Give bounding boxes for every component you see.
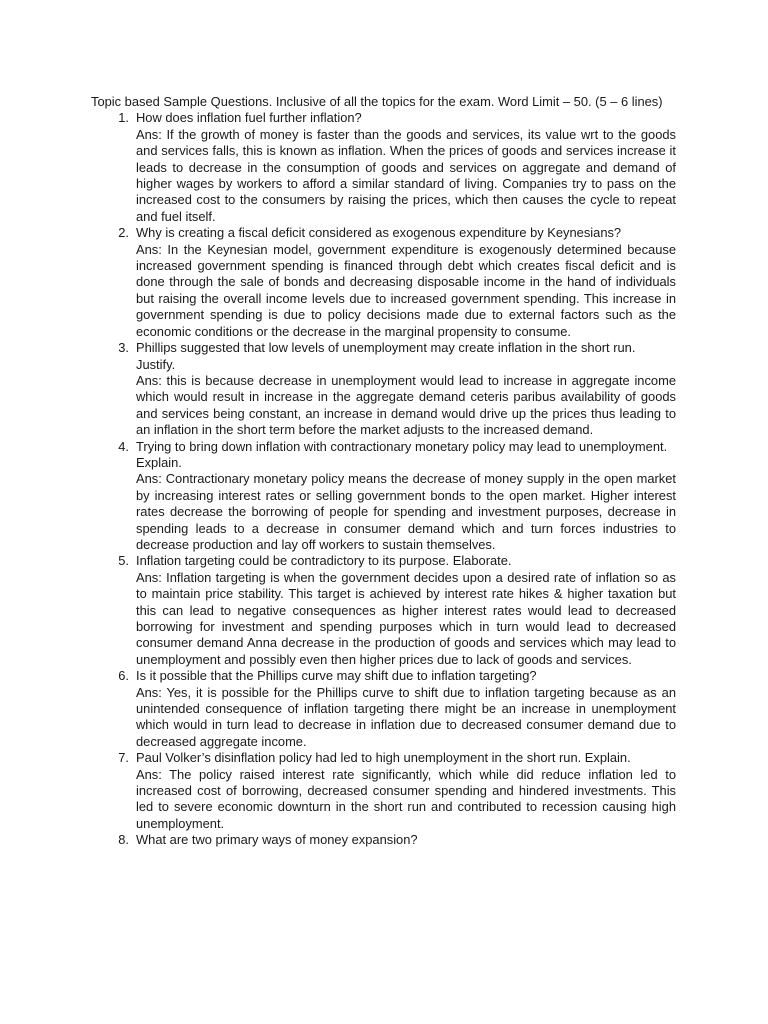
intro-text: Topic based Sample Questions. Inclusive of all the topics for the exam. Word Limit – 50. (5 – 6 lines) xyxy=(91,94,663,109)
question-text: Paul Volker’s disinflation policy had led to high unemployment in the short run. Explain. xyxy=(136,750,631,766)
answer-text: Ans: Contractionary monetary policy means the decrease of money supply in the open market by increasing interest rates or selling government bonds to the open market. Higher interest rates decrease the borrowing of people for spending and investment purposes, decrease in spending leads to a decrease in consumer demand which and turn forces industries to decrease production and lay off workers to sustain themselves. xyxy=(136,471,676,552)
answer-text: Ans: In the Keynesian model, government expenditure is exogenously determined because increased government spending is financed through debt which creates fiscal deficit and is done through the sale of bonds and decreasing disposable income in the hand of individuals but raising the overall income levels due to increased government spending. This increase in government spending is due to policy decisions made due to external factors such as the economic conditions or the decrease in the marginal propensity to consume. xyxy=(136,241,676,339)
question-item xyxy=(91,553,676,668)
question-text: What are two primary ways of money expansion? xyxy=(136,832,418,848)
answer-text: Ans: Yes, it is possible for the Phillips curve to shift due to inflation targeting because as an unintended consequence of inflation targeting there might be an increase in unemployment which would in turn lead to decrease in inflation due to decreased consumer demand due to decreased aggregate income. xyxy=(136,684,676,749)
answer-text: Ans: this is because decrease in unemployment would lead to increase in aggregate income which would result in increase in the aggregate demand ceteris paribus availability of goods and services being constant, an increase in demand would drive up the prices thus leading to an inflation in the short term before the market adjusts to the increased demand. xyxy=(136,372,676,438)
question-list xyxy=(91,110,676,848)
question-item xyxy=(91,225,676,340)
question-number: 6. xyxy=(118,668,129,684)
question-item xyxy=(91,110,676,225)
question-item xyxy=(91,439,676,554)
question-text: Trying to bring down inflation with contractionary monetary policy may lead to unemployment. Explain. xyxy=(136,438,668,470)
question-item xyxy=(91,832,676,848)
question-text: Phillips suggested that low levels of unemployment may create inflation in the short run. Justify. xyxy=(136,340,636,372)
question-number: 4. xyxy=(118,438,129,454)
question-item xyxy=(91,750,676,832)
question-number: 2. xyxy=(118,225,129,241)
question-number: 3. xyxy=(118,340,129,356)
answer-text: Ans: If the growth of money is faster than the goods and services, its value wrt to the goods and services falls, this is known as inflation. When the prices of goods and services increase it leads to decrease in the consumption of goods and services on aggregate and demand of higher wages by workers to afford a similar standard of living. Companies try to pass on the increased cost to the consumers by raising the prices, which then causes the cycle to repeat and fuel itself. xyxy=(136,126,676,224)
question-text: Why is creating a fiscal deficit considered as exogenous expenditure by Keynesians? xyxy=(136,225,622,241)
question-number: 7. xyxy=(118,750,129,766)
question-text: Inflation targeting could be contradictory to its purpose. Elaborate. xyxy=(136,553,512,569)
question-number: 8. xyxy=(118,832,129,848)
question-item xyxy=(91,668,676,750)
question-number: 1. xyxy=(118,110,129,126)
question-item xyxy=(91,340,676,438)
answer-text: Ans: The policy raised interest rate significantly, which while did reduce inflation led to increased cost of borrowing, decreased consumer spending and hindered investments. This led to severe economic downturn in the short run and contributed to recession causing high unemployment. xyxy=(136,766,676,831)
answer-text: Ans: Inflation targeting is when the government decides upon a desired rate of inflation so as to maintain price stability. This target is achieved by interest rate hikes & higher taxation but this can lead to negative consequences as higher interest rates would lead to decreased borrowing for investment and spending purposes which in turn would lead to decreased consumer demand Anna decrease in the production of goods and services which may lead to unemployment and possibly even then higher prices due to lack of goods and services. xyxy=(136,569,676,667)
question-number: 5. xyxy=(118,553,129,569)
question-text: Is it possible that the Phillips curve may shift due to inflation targeting? xyxy=(136,668,537,684)
question-text: How does inflation fuel further inflation? xyxy=(136,110,362,126)
